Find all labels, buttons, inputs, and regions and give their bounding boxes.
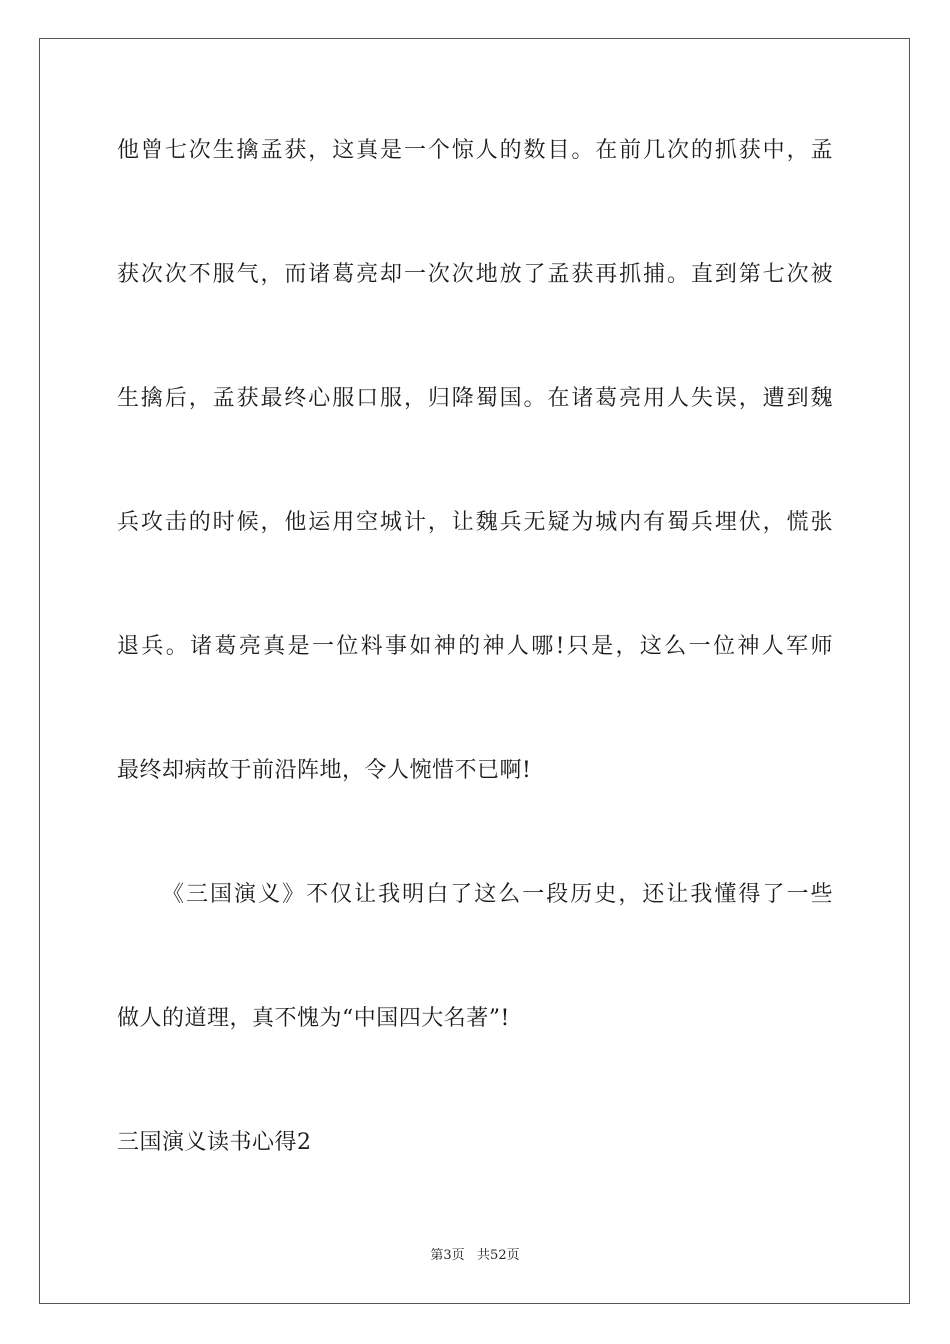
section-heading: 三国演义读书心得2 xyxy=(117,1130,312,1155)
paragraph-line: 兵攻击的时候，他运用空城计，让魏兵无疑为城内有蜀兵埋伏，慌张 xyxy=(117,510,833,535)
paragraph-line: 《三国演义》不仅让我明白了这么一段历史，还让我懂得了一些 xyxy=(162,882,833,907)
page-border xyxy=(39,38,910,1304)
paragraph-line: 他曾七次生擒孟获，这真是一个惊人的数目。在前几次的抓获中，孟 xyxy=(117,138,833,163)
paragraph-line: 最终却病故于前沿阵地，令人惋惜不已啊! xyxy=(117,758,532,783)
paragraph-line: 退兵。诸葛亮真是一位料事如神的神人哪!只是，这么一位神人军师 xyxy=(117,634,833,659)
paragraph-line: 做人的道理，真不愧为“中国四大名著”! xyxy=(117,1006,510,1031)
page-number-footer: 第3页 共52页 xyxy=(430,1248,520,1263)
paragraph-line: 生擒后，孟获最终心服口服，归降蜀国。在诸葛亮用人失误，遭到魏 xyxy=(117,386,833,411)
paragraph-line: 获次次不服气，而诸葛亮却一次次地放了孟获再抓捕。直到第七次被 xyxy=(117,262,833,287)
